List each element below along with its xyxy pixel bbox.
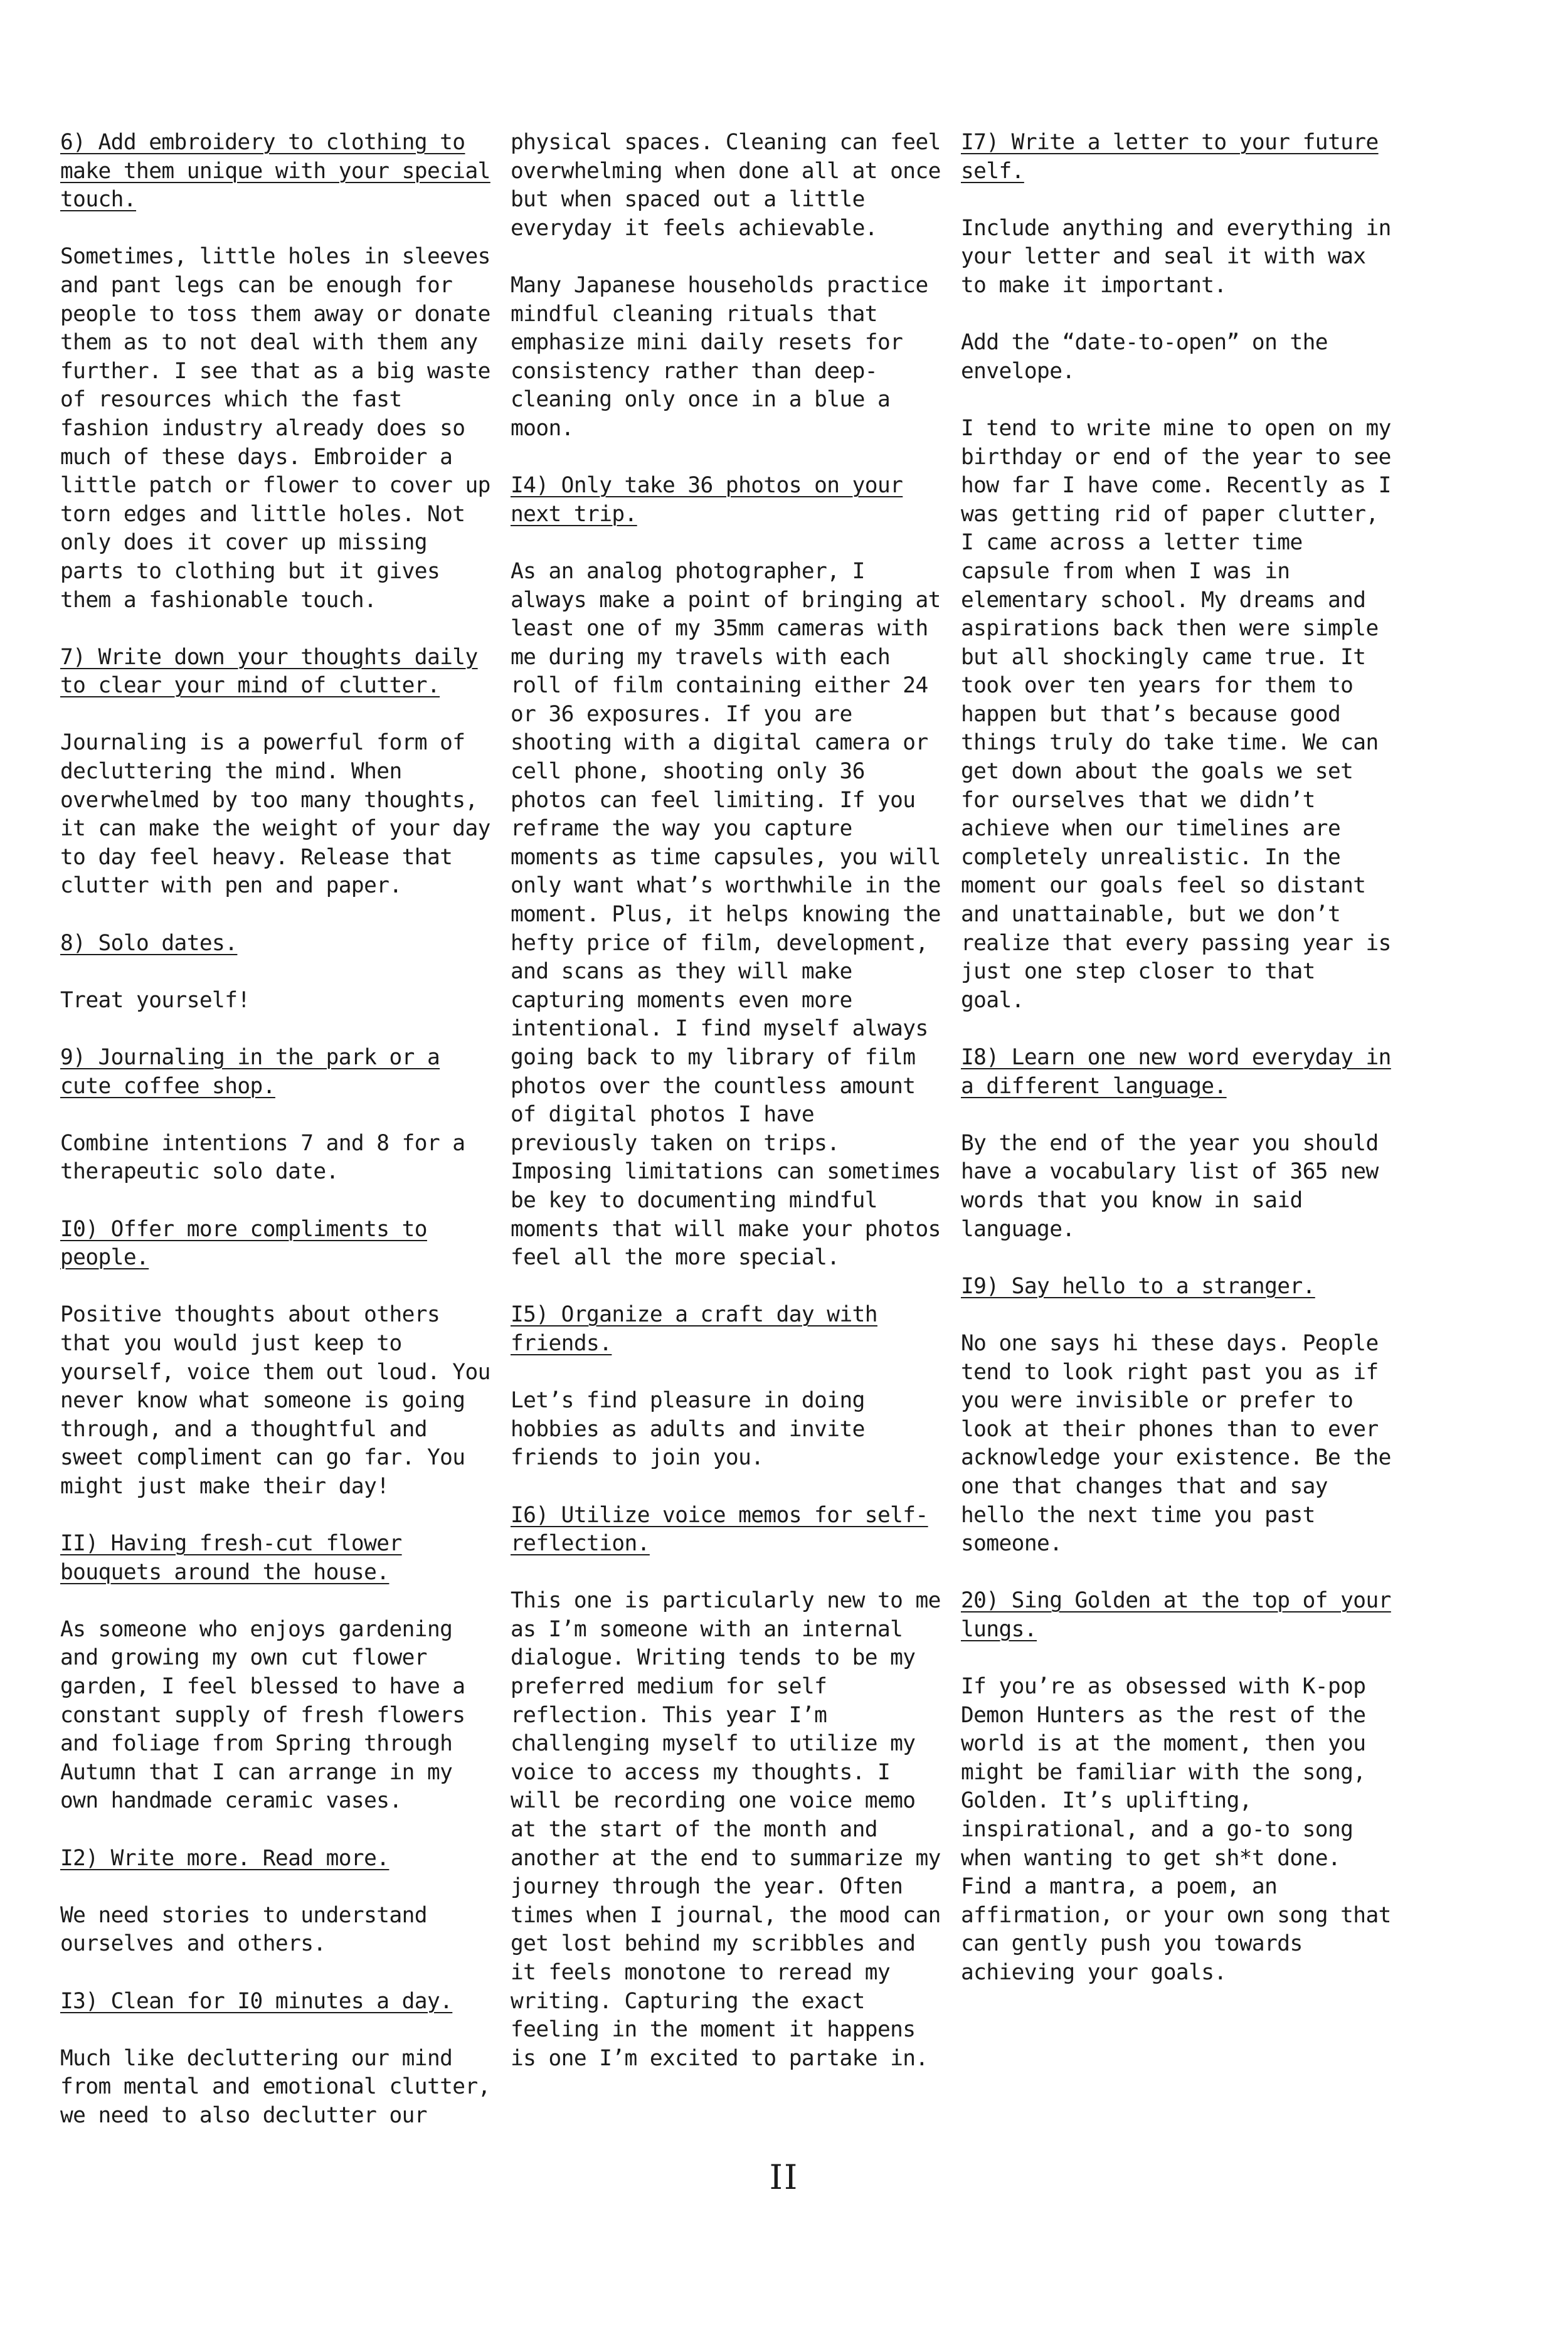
body-paragraph: No one says hi these days. People tend to look right past you as if you were invisible or prefer to look at their phones than to ever acknowledge your existence. Be the one that changes that and say hello the next time you past someone. — [961, 1330, 1391, 1557]
body-paragraph: Combine intentions 7 and 8 for a therapeutic solo date. — [60, 1130, 465, 1185]
section-heading: I5) Organize a craft day with friends. — [511, 1302, 877, 1356]
body-paragraph: As someone who enjoys gardening and growing my own cut flower garden, I feel blessed to have a constant supply of fresh flowers and foliage from Spring through Autumn that I can arrange in my own handmade ceramic vases. — [60, 1616, 465, 1814]
section-heading: 9) Journaling in the park or a cute coffee shop. — [60, 1045, 440, 1099]
body-paragraph: Journaling is a powerful form of decluttering the mind. When overwhelmed by too many thoughts, it can make the weight of your day to day feel heavy. Release that clutter with pen and paper. — [60, 730, 490, 899]
body-paragraph: I tend to write mine to open on my birthday or end of the year to see how far I have come. Recently as I was getting rid of paper clutter, I came across a letter time capsule from when I was in elementary school. My dreams and aspirations back then were simple but all shockingly came true. It took over ten years for them to happen but that’s because good things truly do take time. We can get down about the goals we set for ourselves that we didn’t achieve when our timelines are completely unrealistic. In the moment our goals feel so distant and unattainable, but we don’t realize that every passing year is just one step closer to that goal. — [961, 415, 1391, 1013]
section-heading: I0) Offer more compliments to people. — [60, 1216, 427, 1271]
body-paragraph: Add the “date-to-open” on the envelope. — [961, 330, 1328, 384]
body-paragraph: We need stories to understand ourselves and others. — [60, 1902, 427, 1957]
body-paragraph: Treat yourself! — [60, 987, 250, 1013]
section-heading: 8) Solo dates. — [60, 930, 238, 956]
section-heading: I2) Write more. Read more. — [60, 1845, 389, 1871]
body-paragraph: Include anything and everything in your letter and seal it with wax to make it important. — [961, 215, 1391, 298]
section-heading: 7) Write down your thoughts daily to clear your mind of clutter. — [60, 644, 478, 699]
column-middle — [511, 129, 950, 2102]
section-heading: I4) Only take 36 photos on your next trip. — [511, 473, 903, 527]
body-paragraph: physical spaces. Cleaning can feel overwhelming when done all at once but when spaced out a little everyday it feels achievable. — [511, 130, 941, 241]
column-right — [961, 129, 1400, 2016]
body-paragraph: Much like decluttering our mind from mental and emotional clutter, we need to also declutter our — [60, 2045, 490, 2128]
body-paragraph: Let’s find pleasure in doing hobbies as adults and invite friends to join you. — [511, 1388, 865, 1471]
column-left — [60, 129, 499, 2159]
body-paragraph: By the end of the year you should have a vocabulary list of 365 new words that you know in said language. — [961, 1130, 1379, 1242]
body-paragraph: Many Japanese households practice mindful cleaning rituals that emphasize mini daily resets for consistency rather than deep- cleaning only once in a blue a moon. — [511, 272, 928, 441]
section-heading: 6) Add embroidery to clothing to make them unique with your special touch. — [60, 130, 490, 213]
body-paragraph: This one is particularly new to me as I’m someone with an internal dialogue. Writing tends to be my preferred medium for self reflection. This year I’m challenging myself to utilize my voice to access my thoughts. I will be recording one voice memo at the start of the month and another at the end to summarize my journey through the year. Often times when I journal, the mood can get lost behind my scribbles and it feels monotone to reread my writing. Capturing the exact feeling in the moment it happens is one I’m excited to partake in. — [511, 1588, 941, 2071]
body-paragraph: Positive thoughts about others that you would just keep to yourself, voice them out loud. You never know what someone is going through, and a thoughtful and sweet compliment can go far. You might just make their day! — [60, 1302, 490, 1499]
body-paragraph: Sometimes, little holes in sleeves and pant legs can be enough for people to toss them away or donate them as to not deal with them any further. I see that as a big waste of resources which the fast fashion industry already does so much of these days. Embroider a little patch or flower to cover up torn edges and little holes. Not only does it cover up missing parts to clothing but it gives them a fashionable touch. — [60, 244, 490, 613]
section-heading: I9) Say hello to a stranger. — [961, 1273, 1315, 1299]
section-heading: I3) Clean for I0 minutes a day. — [60, 1988, 453, 2014]
section-heading: I7) Write a letter to your future self. — [961, 130, 1379, 184]
section-heading: I6) Utilize voice memos for self- reflection. — [511, 1502, 928, 1557]
body-paragraph: As an analog photographer, I always make a point of bringing at least one of my 35mm cameras with me during my travels with each roll of film containing either 24 or 36 exposures. If you are shooting with a digital camera or cell phone, shooting only 36 photos can feel limiting. If you reframe the way you capture moments as time capsules, you will only want what’s worthwhile in the moment. Plus, it helps knowing the hefty price of film, development, and scans as they will make capturing moments even more intentional. I find myself always going back to my library of film photos over the countless amount of digital photos I have previously taken on trips. Imposing limitations can sometimes be key to documenting mindful moments that will make your photos feel all the more special. — [511, 558, 941, 1271]
page-number: II — [769, 2158, 799, 2197]
body-paragraph: If you’re as obsessed with K-pop Demon Hunters as the rest of the world is at the moment, then you might be familiar with the song, Golden. It’s uplifting, inspirational, and a go-to song when wanting to get sh*t done. Find a mantra, a poem, an affirmation, or your own song that can gently push you towards achieving your goals. — [961, 1674, 1391, 1985]
section-heading: 20) Sing Golden at the top of your lungs. — [961, 1588, 1391, 1642]
section-heading: II) Having fresh-cut flower bouquets around the house. — [60, 1531, 402, 1585]
section-heading: I8) Learn one new word everyday in a different language. — [961, 1045, 1391, 1099]
